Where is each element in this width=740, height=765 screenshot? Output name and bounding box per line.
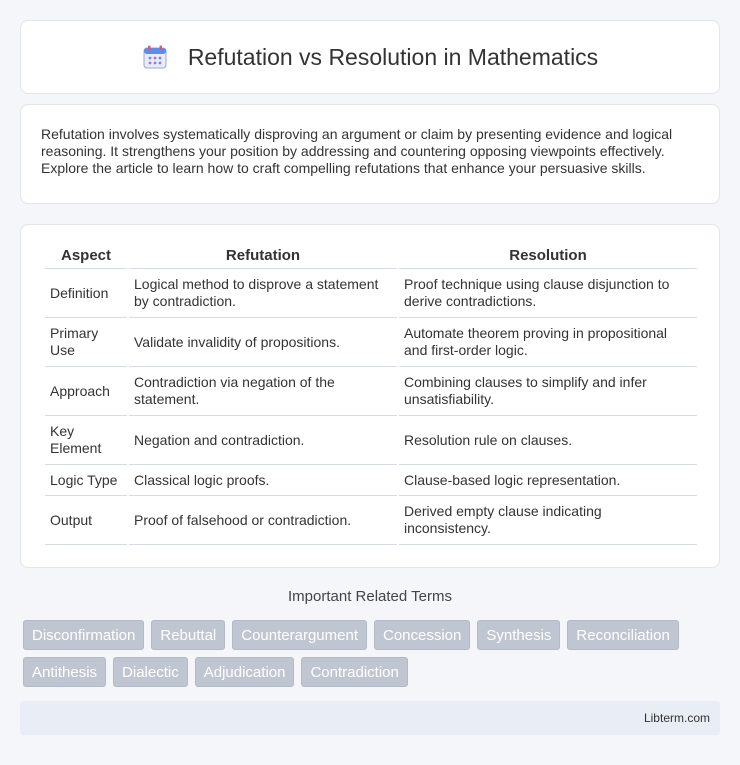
header-refutation: Refutation bbox=[129, 243, 397, 269]
related-terms-list bbox=[23, 620, 723, 687]
cell-resolution: Combining clauses to simplify and infer unsatisfiability. bbox=[399, 367, 697, 416]
tag-concession[interactable]: Concession bbox=[374, 620, 470, 650]
cell-aspect: Approach bbox=[45, 367, 127, 416]
intro-card bbox=[20, 104, 720, 204]
cell-resolution: Automate theorem proving in propositional and first-order logic. bbox=[399, 318, 697, 367]
related-terms-title: Important Related Terms bbox=[288, 588, 452, 605]
table-row bbox=[45, 416, 697, 465]
page-title: Refutation vs Resolution in Mathematics bbox=[187, 43, 599, 70]
cell-aspect: Primary Use bbox=[45, 318, 127, 367]
table-row bbox=[45, 269, 697, 318]
tag-adjudication[interactable]: Adjudication bbox=[195, 657, 295, 687]
cell-resolution: Derived empty clause indicating inconsistency. bbox=[399, 496, 697, 545]
tag-disconfirmation[interactable]: Disconfirmation bbox=[23, 620, 144, 650]
tag-rebuttal[interactable]: Rebuttal bbox=[151, 620, 225, 650]
table-row bbox=[45, 318, 697, 367]
header-resolution: Resolution bbox=[399, 243, 697, 269]
table-header-row bbox=[45, 243, 697, 269]
cell-resolution: Proof technique using clause disjunction to derive contradictions. bbox=[399, 269, 697, 318]
cell-refutation: Classical logic proofs. bbox=[129, 465, 397, 496]
cell-resolution: Resolution rule on clauses. bbox=[399, 416, 697, 465]
header-aspect: Aspect bbox=[45, 243, 127, 269]
table-row bbox=[45, 367, 697, 416]
cell-aspect: Logic Type bbox=[45, 465, 127, 496]
cell-resolution: Clause-based logic representation. bbox=[399, 465, 697, 496]
table-row bbox=[45, 496, 697, 545]
tag-reconciliation[interactable]: Reconciliation bbox=[567, 620, 678, 650]
header-card bbox=[20, 20, 720, 94]
footer-site-link[interactable]: Libterm.com bbox=[643, 711, 710, 725]
table-row bbox=[45, 465, 697, 496]
tag-dialectic[interactable]: Dialectic bbox=[113, 657, 188, 687]
cell-refutation: Logical method to disprove a statement by contradiction. bbox=[129, 269, 397, 318]
cell-refutation: Negation and contradiction. bbox=[129, 416, 397, 465]
cell-aspect: Key Element bbox=[45, 416, 127, 465]
cell-aspect: Output bbox=[45, 496, 127, 545]
comparison-table bbox=[43, 243, 699, 545]
comparison-table-card bbox=[20, 224, 720, 568]
calendar-icon bbox=[142, 44, 168, 70]
tag-synthesis[interactable]: Synthesis bbox=[477, 620, 560, 650]
tag-antithesis[interactable]: Antithesis bbox=[23, 657, 106, 687]
cell-aspect: Definition bbox=[45, 269, 127, 318]
tag-counterargument[interactable]: Counterargument bbox=[232, 620, 367, 650]
cell-refutation: Contradiction via negation of the statement. bbox=[129, 367, 397, 416]
cell-refutation: Proof of falsehood or contradiction. bbox=[129, 496, 397, 545]
footer bbox=[20, 701, 720, 735]
cell-refutation: Validate invalidity of propositions. bbox=[129, 318, 397, 367]
tag-contradiction[interactable]: Contradiction bbox=[301, 657, 407, 687]
intro-text: Refutation involves systematically disproving an argument or claim by presenting evidence and logical reasoning. It strengthens your position by addressing and countering opposing viewpoints effectively. Explore the article to learn how to craft compelling refutations that enhance your persuasive skills. bbox=[41, 126, 673, 176]
